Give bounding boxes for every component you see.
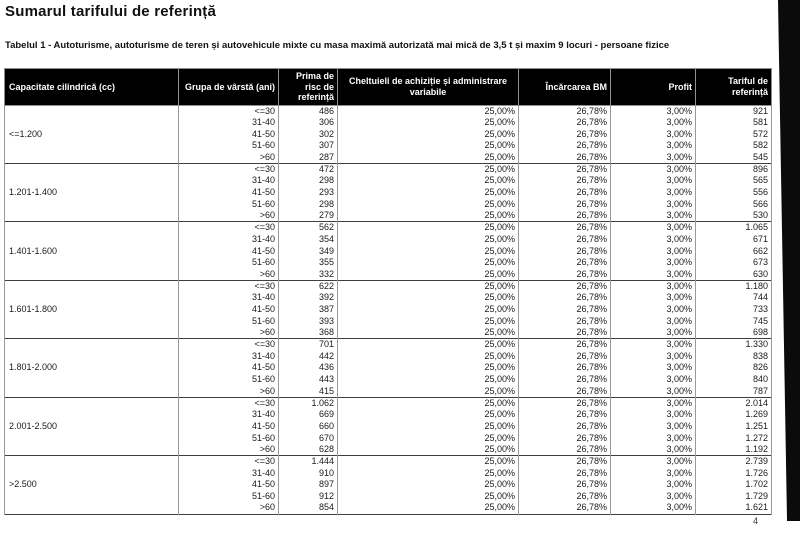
cheltuieli-cell: 25,00% xyxy=(338,199,519,211)
profit-cell: 3,00% xyxy=(611,374,696,386)
prima-risc-cell: 669 xyxy=(279,409,338,421)
col-header-prima-risc: Prima de risc de referință xyxy=(279,69,338,106)
tarif-cell: 1.180 xyxy=(696,280,772,292)
profit-cell: 3,00% xyxy=(611,491,696,503)
cheltuieli-cell: 25,00% xyxy=(338,152,519,164)
tarif-cell: 1.251 xyxy=(696,421,772,433)
tarif-cell: 698 xyxy=(696,327,772,339)
age-cell: 31-40 xyxy=(179,175,279,187)
prima-risc-cell: 306 xyxy=(279,117,338,129)
col-header-tariful: Tariful de referință xyxy=(696,69,772,106)
cheltuieli-cell: 25,00% xyxy=(338,257,519,269)
incarcarea-bm-cell: 26,78% xyxy=(519,269,611,281)
cheltuieli-cell: 25,00% xyxy=(338,222,519,234)
table-row xyxy=(5,105,772,117)
tarif-cell: 581 xyxy=(696,117,772,129)
age-cell: 51-60 xyxy=(179,315,279,327)
cheltuieli-cell: 25,00% xyxy=(338,386,519,398)
prima-risc-cell: 368 xyxy=(279,327,338,339)
capacity-cell: 1.401-1.600 xyxy=(5,222,179,280)
prima-risc-cell: 354 xyxy=(279,234,338,246)
incarcarea-bm-cell: 26,78% xyxy=(519,350,611,362)
profit-cell: 3,00% xyxy=(611,292,696,304)
cheltuieli-cell: 25,00% xyxy=(338,175,519,187)
profit-cell: 3,00% xyxy=(611,315,696,327)
incarcarea-bm-cell: 26,78% xyxy=(519,199,611,211)
age-cell: 41-50 xyxy=(179,128,279,140)
tarif-cell: 1.729 xyxy=(696,491,772,503)
tarif-cell: 1.621 xyxy=(696,502,772,514)
incarcarea-bm-cell: 26,78% xyxy=(519,397,611,409)
tarif-cell: 921 xyxy=(696,105,772,117)
capacity-cell: 1.801-2.000 xyxy=(5,339,179,397)
cheltuieli-cell: 25,00% xyxy=(338,362,519,374)
profit-cell: 3,00% xyxy=(611,432,696,444)
tarif-cell: 838 xyxy=(696,350,772,362)
incarcarea-bm-cell: 26,78% xyxy=(519,163,611,175)
incarcarea-bm-cell: 26,78% xyxy=(519,140,611,152)
capacity-group xyxy=(5,163,772,221)
profit-cell: 3,00% xyxy=(611,163,696,175)
prima-risc-cell: 897 xyxy=(279,479,338,491)
tarif-cell: 840 xyxy=(696,374,772,386)
incarcarea-bm-cell: 26,78% xyxy=(519,327,611,339)
incarcarea-bm-cell: 26,78% xyxy=(519,222,611,234)
tarif-cell: 1.726 xyxy=(696,467,772,479)
prima-risc-cell: 307 xyxy=(279,140,338,152)
incarcarea-bm-cell: 26,78% xyxy=(519,374,611,386)
capacity-cell: 1.201-1.400 xyxy=(5,163,179,221)
page-title: Sumarul tarifului de referință xyxy=(5,3,217,20)
age-cell: >60 xyxy=(179,152,279,164)
tarif-cell: 572 xyxy=(696,128,772,140)
incarcarea-bm-cell: 26,78% xyxy=(519,152,611,164)
table-row xyxy=(5,222,772,234)
age-cell: <=30 xyxy=(179,222,279,234)
cheltuieli-cell: 25,00% xyxy=(338,245,519,257)
col-header-incarcarea-bm: Încărcarea BM xyxy=(519,69,611,106)
incarcarea-bm-cell: 26,78% xyxy=(519,210,611,222)
prima-risc-cell: 660 xyxy=(279,421,338,433)
profit-cell: 3,00% xyxy=(611,140,696,152)
age-cell: >60 xyxy=(179,210,279,222)
cheltuieli-cell: 25,00% xyxy=(338,304,519,316)
cheltuieli-cell: 25,00% xyxy=(338,350,519,362)
page-number: 4 xyxy=(753,516,759,526)
tarif-cell: 565 xyxy=(696,175,772,187)
age-cell: >60 xyxy=(179,269,279,281)
profit-cell: 3,00% xyxy=(611,479,696,491)
incarcarea-bm-cell: 26,78% xyxy=(519,479,611,491)
age-cell: 51-60 xyxy=(179,257,279,269)
prima-risc-cell: 332 xyxy=(279,269,338,281)
tarif-cell: 745 xyxy=(696,315,772,327)
age-cell: 41-50 xyxy=(179,304,279,316)
incarcarea-bm-cell: 26,78% xyxy=(519,187,611,199)
prima-risc-cell: 562 xyxy=(279,222,338,234)
profit-cell: 3,00% xyxy=(611,502,696,514)
prima-risc-cell: 1.444 xyxy=(279,456,338,468)
age-cell: 51-60 xyxy=(179,491,279,503)
col-header-grupa-varsta: Grupa de vârstă (ani) xyxy=(179,69,279,106)
tarif-cell: 582 xyxy=(696,140,772,152)
cheltuieli-cell: 25,00% xyxy=(338,117,519,129)
capacity-group xyxy=(5,456,772,514)
table-row xyxy=(5,397,772,409)
scan-edge-bar xyxy=(778,0,800,521)
age-cell: 31-40 xyxy=(179,409,279,421)
age-cell: >60 xyxy=(179,327,279,339)
age-cell: 51-60 xyxy=(179,432,279,444)
prima-risc-cell: 628 xyxy=(279,444,338,456)
tarif-cell: 733 xyxy=(696,304,772,316)
age-cell: <=30 xyxy=(179,397,279,409)
age-cell: <=30 xyxy=(179,163,279,175)
age-cell: 51-60 xyxy=(179,140,279,152)
prima-risc-cell: 287 xyxy=(279,152,338,164)
profit-cell: 3,00% xyxy=(611,444,696,456)
prima-risc-cell: 355 xyxy=(279,257,338,269)
tarif-cell: 630 xyxy=(696,269,772,281)
tarif-cell: 826 xyxy=(696,362,772,374)
profit-cell: 3,00% xyxy=(611,199,696,211)
cheltuieli-cell: 25,00% xyxy=(338,163,519,175)
incarcarea-bm-cell: 26,78% xyxy=(519,386,611,398)
age-cell: 41-50 xyxy=(179,479,279,491)
profit-cell: 3,00% xyxy=(611,467,696,479)
profit-cell: 3,00% xyxy=(611,257,696,269)
tarif-cell: 673 xyxy=(696,257,772,269)
cheltuieli-cell: 25,00% xyxy=(338,269,519,281)
prima-risc-cell: 670 xyxy=(279,432,338,444)
incarcarea-bm-cell: 26,78% xyxy=(519,245,611,257)
profit-cell: 3,00% xyxy=(611,117,696,129)
incarcarea-bm-cell: 26,78% xyxy=(519,502,611,514)
incarcarea-bm-cell: 26,78% xyxy=(519,456,611,468)
incarcarea-bm-cell: 26,78% xyxy=(519,362,611,374)
age-cell: <=30 xyxy=(179,456,279,468)
capacity-group xyxy=(5,222,772,280)
tarif-cell: 1.192 xyxy=(696,444,772,456)
cheltuieli-cell: 25,00% xyxy=(338,502,519,514)
cheltuieli-cell: 25,00% xyxy=(338,187,519,199)
age-cell: 41-50 xyxy=(179,245,279,257)
cheltuieli-cell: 25,00% xyxy=(338,128,519,140)
table-row xyxy=(5,163,772,175)
prima-risc-cell: 392 xyxy=(279,292,338,304)
profit-cell: 3,00% xyxy=(611,397,696,409)
prima-risc-cell: 349 xyxy=(279,245,338,257)
cheltuieli-cell: 25,00% xyxy=(338,105,519,117)
capacity-cell: 2.001-2.500 xyxy=(5,397,179,455)
profit-cell: 3,00% xyxy=(611,210,696,222)
tarif-cell: 1.330 xyxy=(696,339,772,351)
incarcarea-bm-cell: 26,78% xyxy=(519,444,611,456)
tarif-cell: 896 xyxy=(696,163,772,175)
capacity-group xyxy=(5,280,772,338)
col-header-cheltuieli: Cheltuieli de achiziție și administrare variabile xyxy=(338,69,519,106)
profit-cell: 3,00% xyxy=(611,280,696,292)
tarif-cell: 787 xyxy=(696,386,772,398)
profit-cell: 3,00% xyxy=(611,362,696,374)
col-header-capacitate: Capacitate cilindrică (cc) xyxy=(5,69,179,106)
cheltuieli-cell: 25,00% xyxy=(338,456,519,468)
prima-risc-cell: 298 xyxy=(279,199,338,211)
tarif-cell: 1.272 xyxy=(696,432,772,444)
age-cell: 31-40 xyxy=(179,467,279,479)
incarcarea-bm-cell: 26,78% xyxy=(519,280,611,292)
cheltuieli-cell: 25,00% xyxy=(338,315,519,327)
cheltuieli-cell: 25,00% xyxy=(338,397,519,409)
profit-cell: 3,00% xyxy=(611,128,696,140)
incarcarea-bm-cell: 26,78% xyxy=(519,304,611,316)
prima-risc-cell: 701 xyxy=(279,339,338,351)
profit-cell: 3,00% xyxy=(611,234,696,246)
prima-risc-cell: 442 xyxy=(279,350,338,362)
cheltuieli-cell: 25,00% xyxy=(338,327,519,339)
tarif-cell: 662 xyxy=(696,245,772,257)
age-cell: 31-40 xyxy=(179,350,279,362)
incarcarea-bm-cell: 26,78% xyxy=(519,491,611,503)
col-header-profit: Profit xyxy=(611,69,696,106)
incarcarea-bm-cell: 26,78% xyxy=(519,339,611,351)
table-caption: Tabelul 1 - Autoturisme, autoturisme de teren și autovehicule mixte cu masa maximă autorizată mai mică de 3,5 t și maxim 9 locuri - persoane fizice xyxy=(5,40,670,51)
incarcarea-bm-cell: 26,78% xyxy=(519,315,611,327)
cheltuieli-cell: 25,00% xyxy=(338,292,519,304)
capacity-group xyxy=(5,397,772,455)
cheltuieli-cell: 25,00% xyxy=(338,491,519,503)
incarcarea-bm-cell: 26,78% xyxy=(519,128,611,140)
tarif-cell: 671 xyxy=(696,234,772,246)
cheltuieli-cell: 25,00% xyxy=(338,421,519,433)
age-cell: 31-40 xyxy=(179,117,279,129)
prima-risc-cell: 436 xyxy=(279,362,338,374)
capacity-cell: <=1.200 xyxy=(5,105,179,163)
profit-cell: 3,00% xyxy=(611,327,696,339)
incarcarea-bm-cell: 26,78% xyxy=(519,257,611,269)
table-header xyxy=(5,69,772,106)
prima-risc-cell: 622 xyxy=(279,280,338,292)
prima-risc-cell: 854 xyxy=(279,502,338,514)
age-cell: 41-50 xyxy=(179,421,279,433)
capacity-cell: >2.500 xyxy=(5,456,179,514)
tarif-cell: 744 xyxy=(696,292,772,304)
age-cell: <=30 xyxy=(179,280,279,292)
profit-cell: 3,00% xyxy=(611,187,696,199)
incarcarea-bm-cell: 26,78% xyxy=(519,105,611,117)
incarcarea-bm-cell: 26,78% xyxy=(519,234,611,246)
prima-risc-cell: 302 xyxy=(279,128,338,140)
age-cell: 31-40 xyxy=(179,234,279,246)
cheltuieli-cell: 25,00% xyxy=(338,432,519,444)
tarif-cell: 556 xyxy=(696,187,772,199)
table-row xyxy=(5,339,772,351)
profit-cell: 3,00% xyxy=(611,339,696,351)
incarcarea-bm-cell: 26,78% xyxy=(519,432,611,444)
profit-cell: 3,00% xyxy=(611,456,696,468)
prima-risc-cell: 393 xyxy=(279,315,338,327)
tarif-cell: 545 xyxy=(696,152,772,164)
cheltuieli-cell: 25,00% xyxy=(338,444,519,456)
age-cell: >60 xyxy=(179,444,279,456)
prima-risc-cell: 910 xyxy=(279,467,338,479)
cheltuieli-cell: 25,00% xyxy=(338,234,519,246)
capacity-cell: 1.601-1.800 xyxy=(5,280,179,338)
tarif-cell: 566 xyxy=(696,199,772,211)
profit-cell: 3,00% xyxy=(611,245,696,257)
prima-risc-cell: 912 xyxy=(279,491,338,503)
prima-risc-cell: 443 xyxy=(279,374,338,386)
tarif-cell: 530 xyxy=(696,210,772,222)
profit-cell: 3,00% xyxy=(611,269,696,281)
profit-cell: 3,00% xyxy=(611,105,696,117)
table-row xyxy=(5,280,772,292)
profit-cell: 3,00% xyxy=(611,304,696,316)
age-cell: >60 xyxy=(179,386,279,398)
incarcarea-bm-cell: 26,78% xyxy=(519,467,611,479)
profit-cell: 3,00% xyxy=(611,386,696,398)
incarcarea-bm-cell: 26,78% xyxy=(519,292,611,304)
prima-risc-cell: 472 xyxy=(279,163,338,175)
incarcarea-bm-cell: 26,78% xyxy=(519,175,611,187)
age-cell: <=30 xyxy=(179,339,279,351)
tarif-cell: 2.739 xyxy=(696,456,772,468)
prima-risc-cell: 486 xyxy=(279,105,338,117)
incarcarea-bm-cell: 26,78% xyxy=(519,409,611,421)
incarcarea-bm-cell: 26,78% xyxy=(519,117,611,129)
profit-cell: 3,00% xyxy=(611,350,696,362)
age-cell: <=30 xyxy=(179,105,279,117)
age-cell: 51-60 xyxy=(179,199,279,211)
profit-cell: 3,00% xyxy=(611,222,696,234)
age-cell: 41-50 xyxy=(179,187,279,199)
age-cell: 41-50 xyxy=(179,362,279,374)
prima-risc-cell: 298 xyxy=(279,175,338,187)
cheltuieli-cell: 25,00% xyxy=(338,339,519,351)
profit-cell: 3,00% xyxy=(611,421,696,433)
prima-risc-cell: 387 xyxy=(279,304,338,316)
profit-cell: 3,00% xyxy=(611,409,696,421)
profit-cell: 3,00% xyxy=(611,152,696,164)
tarif-cell: 1.065 xyxy=(696,222,772,234)
cheltuieli-cell: 25,00% xyxy=(338,409,519,421)
table-row xyxy=(5,456,772,468)
cheltuieli-cell: 25,00% xyxy=(338,140,519,152)
capacity-group xyxy=(5,339,772,397)
capacity-group xyxy=(5,105,772,163)
prima-risc-cell: 1.062 xyxy=(279,397,338,409)
tariff-table xyxy=(4,68,772,515)
cheltuieli-cell: 25,00% xyxy=(338,280,519,292)
age-cell: 31-40 xyxy=(179,292,279,304)
age-cell: 51-60 xyxy=(179,374,279,386)
age-cell: >60 xyxy=(179,502,279,514)
cheltuieli-cell: 25,00% xyxy=(338,374,519,386)
cheltuieli-cell: 25,00% xyxy=(338,479,519,491)
tarif-cell: 2.014 xyxy=(696,397,772,409)
cheltuieli-cell: 25,00% xyxy=(338,210,519,222)
prima-risc-cell: 279 xyxy=(279,210,338,222)
cheltuieli-cell: 25,00% xyxy=(338,467,519,479)
incarcarea-bm-cell: 26,78% xyxy=(519,421,611,433)
prima-risc-cell: 293 xyxy=(279,187,338,199)
profit-cell: 3,00% xyxy=(611,175,696,187)
tarif-cell: 1.702 xyxy=(696,479,772,491)
prima-risc-cell: 415 xyxy=(279,386,338,398)
tarif-cell: 1.269 xyxy=(696,409,772,421)
